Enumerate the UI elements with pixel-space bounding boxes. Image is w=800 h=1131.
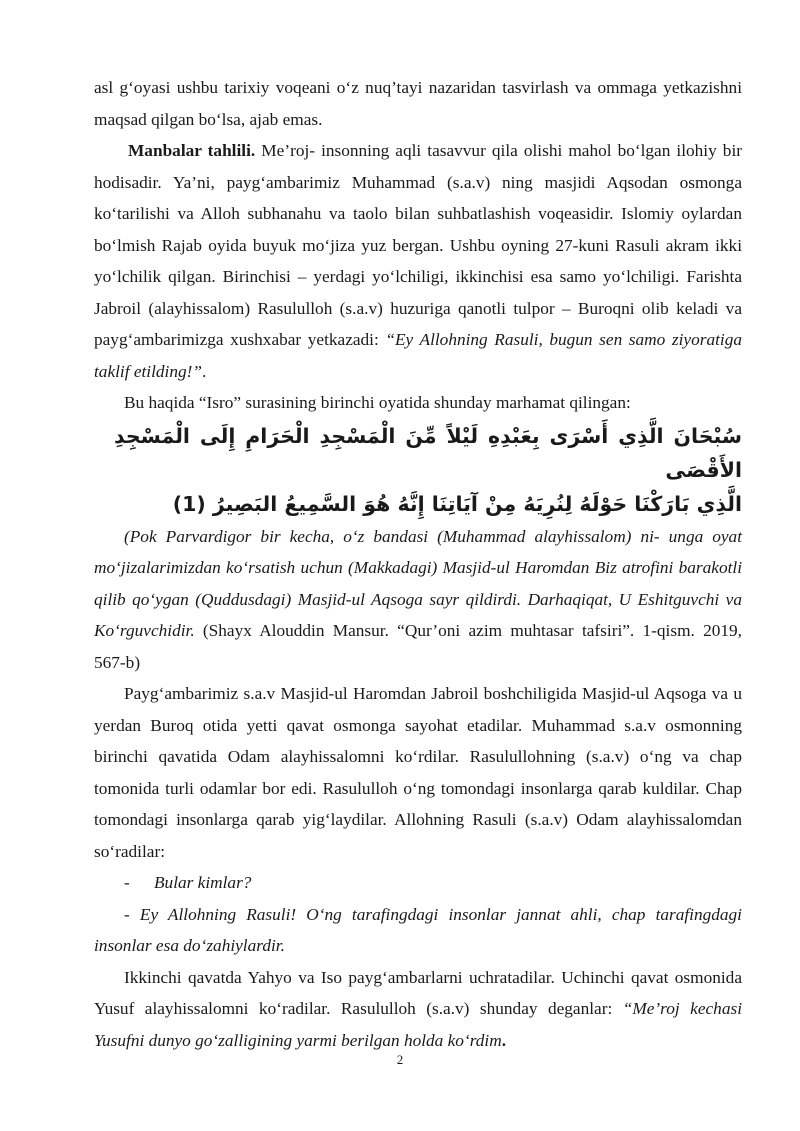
angel-quote: “Ey Allohning Rasuli, bugun sen samo ziyoratiga taklif etilding!” — [94, 330, 742, 381]
tafsir-reference: (Shayx Alouddin Mansur. “Qur’oni azim muhtasar tafsiri”. 1-qism. 2019, 567-b) — [94, 621, 742, 672]
paragraph-isro-intro-text: Bu haqida “Isro” surasining birinchi oyatida shunday marhamat qilingan: — [124, 393, 631, 412]
paragraph-heavens-text: Ikkinchi qavatda Yahyo va Iso payg‘ambarlarni uchratadilar. Uchinchi qavat osmonida Yusuf alayhissalomni ko‘radilar. Rasululloh (s.a.v) shunday deganlar: — [94, 967, 742, 1018]
paragraph-heavens — [94, 962, 742, 1057]
body-text — [94, 72, 742, 1056]
paragraph-translation — [94, 521, 742, 679]
period: . — [202, 361, 207, 381]
paragraph-sources — [94, 135, 742, 387]
bold-period: . — [501, 1030, 507, 1050]
dialog-dash: - — [124, 873, 130, 892]
dialog-line-question — [94, 867, 742, 899]
paragraph-sources-text: Me’roj- insonning aqli tasavvur qila olishi mahol bo‘lgan ilohiy bir hodisadir. Ya’ni, payg‘ambarimiz Muhammad (s.a.v) ning masjidi Aqsodan osmonga ko‘tarilishi va Alloh subhanahu va taolo bilan suhbatlashish voqeasidir. Islomiy oylardan bo‘lmish Rajab oyida buyuk mo‘jiza yuz bergan. Ushbu oyning 27-kuni Rasuli akram ikki yo‘lchilik qilgan. Birinchisi – yerdagi yo‘lchiligi, ikkinchisi esa samo yo‘lchiligi. Farishta Jabroil (alayhissalom) Rasululloh (s.a.v) huzuriga qanotli tulpor – Buroqni olib keladi va payg‘ambarimizga xushxabar yetkazadi: — [94, 141, 743, 349]
arabic-verse-line-2: الَّذِي بَارَكْنَا حَوْلَهُ لِنُرِيَهُ مِنْ آيَاتِنَا إِنَّهُ هُوَ السَّمِيعُ البَصِيرُ (1) — [172, 491, 742, 516]
dialog-question: Bular kimlar? — [154, 873, 252, 892]
paragraph-isro-intro — [94, 387, 742, 419]
dialog-answer: - Ey Allohning Rasuli! O‘ng tarafingdagi insonlar jannat ahli, chap tarafingdagi insonlar esa do‘zahiylardir. — [94, 904, 742, 955]
arabic-verse-line-1: سُبْحَانَ الَّذِي أَسْرَى بِعَبْدِهِ لَيْلاً مِّنَ الْمَسْجِدِ الْحَرَامِ إِلَى الْمَسْجِدِ الأَقْصَى — [114, 423, 742, 482]
page-number: 2 — [396, 1052, 404, 1067]
paragraph-intro-text: asl g‘oyasi ushbu tarixiy voqeani o‘z nuq’tayi nazaridan tasvirlash va ommaga yetkazishni maqsad qilgan bo‘lsa, ajab emas. — [94, 78, 742, 129]
section-heading: Manbalar tahlili. — [128, 141, 256, 160]
hadith-quote: “Me’roj kechasi Yusufni dunyo go‘zalligining yarmi berilgan holda ko‘rdim — [94, 999, 742, 1050]
verse-translation: (Pok Parvardigor bir kecha, o‘z bandasi (Muhammad alayhissalom) ni- unga oyat mo‘jizalarimizdan ko‘rsatish uchun (Makkadagi) Masjid-ul Haromdan Biz atrofini barakotli qilib qo‘ygan (Quddusdagi) Masjid-ul Aqsoga sayr qildirdi. Darhaqiqat, U Eshitguvchi va Ko‘rguvchidir. — [94, 526, 742, 640]
paragraph-journey-text: Payg‘ambarimiz s.a.v Masjid-ul Haromdan Jabroil boshchiligida Masjid-ul Aqsoga va u yerdan Buroq otida yetti qavat osmonga sayohat etadilar. Muhammad s.a.v osmonning birinchi qavatida Odam alayhissalomni ko‘rdilar. Rasulullohning (s.a.v) o‘ng va chap tomonida turli odamlar bor edi. Rasululloh o‘ng tomondagi insonlarga qarab kuldilar. Chap tomondagi insonlarga qarab yig‘laydilar. Allohning Rasuli (s.a.v) Odam alayhissalomdan so‘radilar: — [94, 684, 742, 861]
dialog-line-answer — [94, 899, 742, 962]
paragraph-intro — [94, 72, 742, 135]
paragraph-journey — [94, 678, 742, 867]
